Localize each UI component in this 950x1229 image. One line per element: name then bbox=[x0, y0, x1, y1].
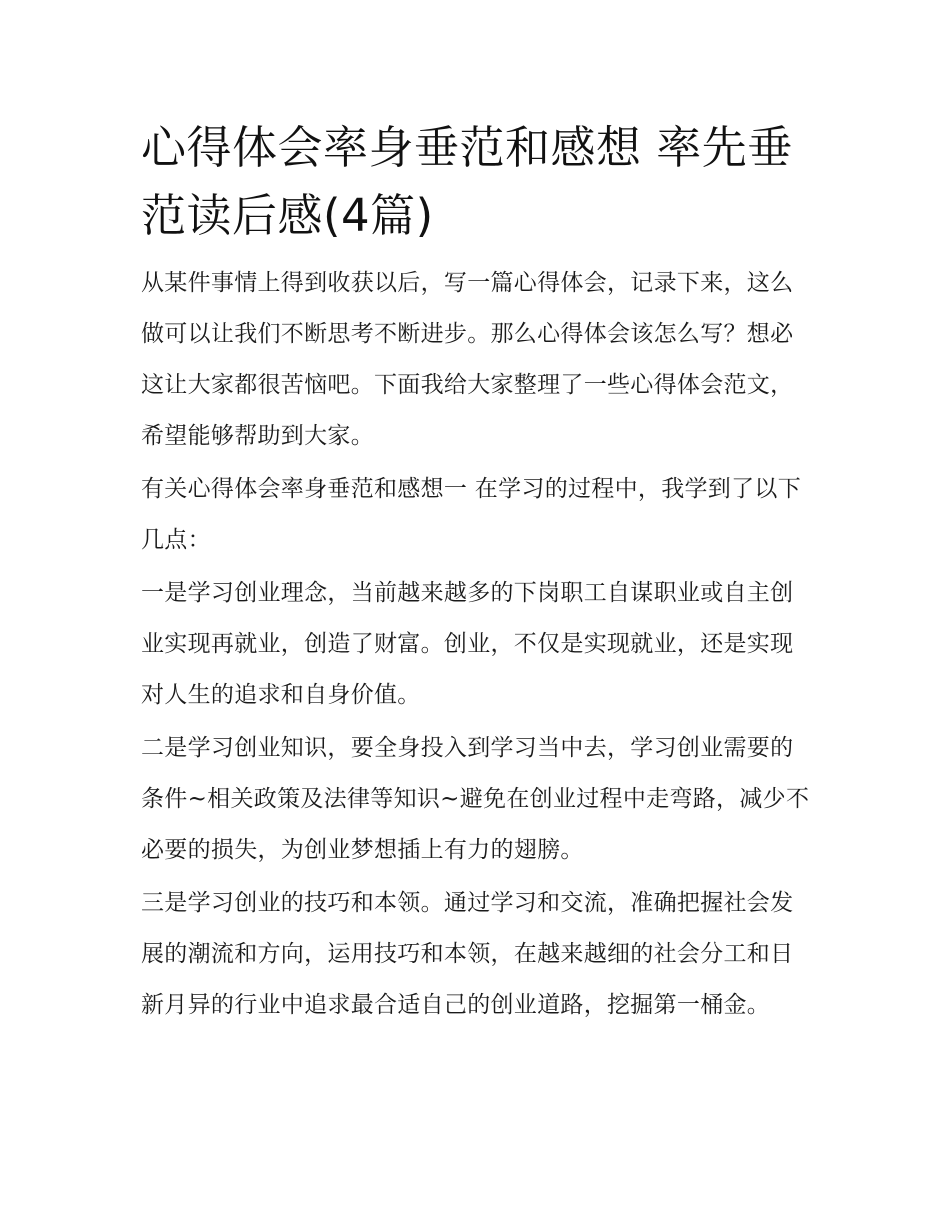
document-content bbox=[141, 114, 815, 1033]
paragraph-point-one: 一是学习创业理念，当前越来越多的下岗职工自谋职业或自主创业实现再就业，创造了财富。创业，不仅是实现就业，还是实现对人生的追求和自身价值。 bbox=[141, 580, 794, 708]
document-title: 心得体会率身垂范和感想 率先垂范读后感(4篇) bbox=[141, 121, 793, 242]
paragraph-point-three: 三是学习创业的技巧和本领。通过学习和交流，准确把握社会发展的潮流和方向，运用技巧和本领，在越来越细的社会分工和日新月异的行业中追求最合适自己的创业道路，挖掘第一桶金。 bbox=[141, 890, 794, 1018]
paragraph-point-two: 二是学习创业知识，要全身投入到学习当中去，学习创业需要的条件~相关政策及法律等知识~避免在创业过程中走弯路，减少不必要的损失，为创业梦想插上有力的翅膀。 bbox=[141, 735, 810, 863]
paragraph-intro: 从某件事情上得到收获以后，写一篇心得体会，记录下来，这么做可以让我们不断思考不断进步。那么心得体会该怎么写？想必这让大家都很苦恼吧。下面我给大家整理了一些心得体会范文，希望能够帮助到大家。 bbox=[141, 270, 794, 449]
paragraph-section-one: 有关心得体会率身垂范和感想一 在学习的过程中，我学到了以下几点： bbox=[141, 476, 802, 553]
